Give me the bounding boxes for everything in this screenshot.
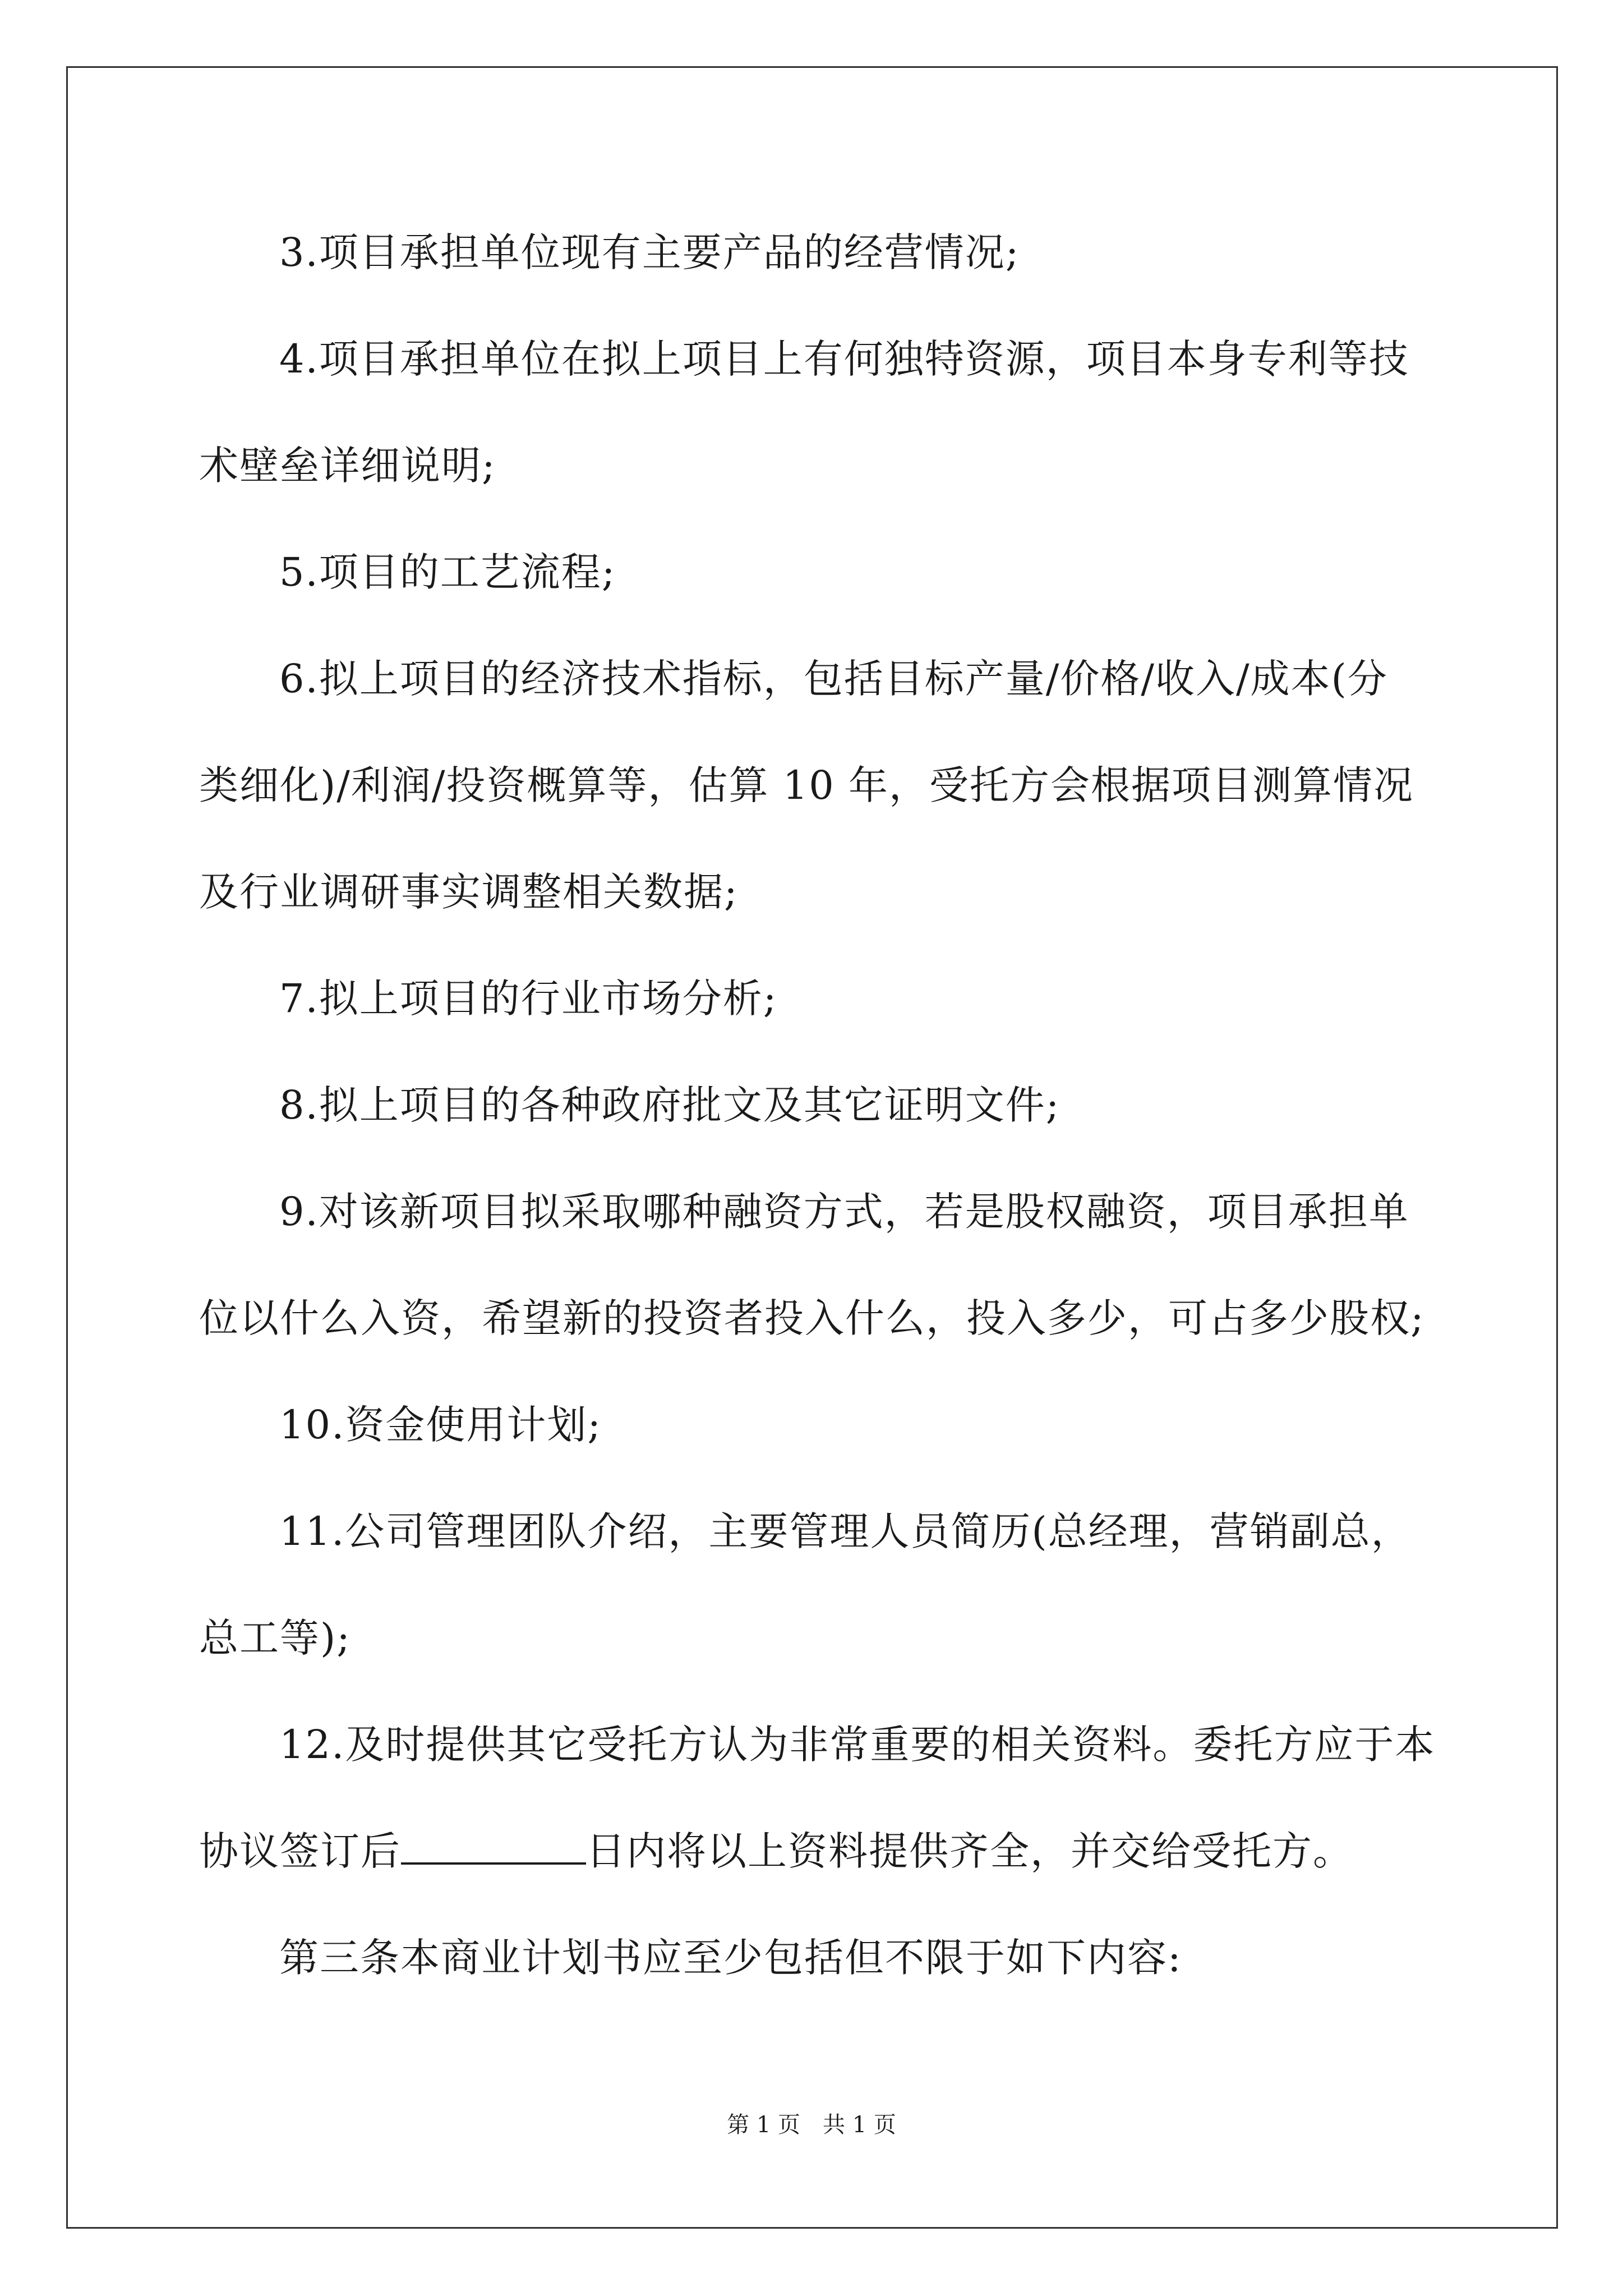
paragraph-item-6-line-3: 及行业调研事实调整相关数据; (199, 869, 739, 915)
paragraph-item-8: 8.拟上项目的各种政府批文及其它证明文件; (279, 1082, 1061, 1128)
paragraph-item-12-line-1: 12.及时提供其它受托方认为非常重要的相关资料。委托方应于本 (279, 1722, 1436, 1768)
page-footer (0, 2111, 1623, 2139)
paragraph-item-6-line-1: 6.拟上项目的经济技术指标，包括目标产量/价格/收入/成本(分 (279, 656, 1388, 702)
paragraph-item-11-line-2: 总工等); (199, 1615, 351, 1661)
paragraph-item-3: 3.项目承担单位现有主要产品的经营情况; (279, 229, 1020, 275)
page-border (66, 66, 1558, 2229)
paragraph-item-11-line-1: 11.公司管理团队介绍，主要管理人员简历(总经理，营销副总， (279, 1508, 1412, 1554)
paragraph-item-12-line-2 (199, 1826, 1427, 1876)
paragraph-item-10: 10.资金使用计划; (279, 1402, 602, 1448)
paragraph-item-4-line-2: 术壁垒详细说明; (199, 443, 496, 489)
page-number: 第 1 页 (727, 2112, 800, 2138)
paragraph-item-9-line-1: 9.对该新项目拟采取哪种融资方式，若是股权融资，项目承担单 (279, 1189, 1409, 1235)
total-pages: 共 1 页 (823, 2112, 896, 2138)
paragraph-item-9-line-2: 位以什么入资，希望新的投资者投入什么，投入多少，可占多少股权; (199, 1295, 1425, 1341)
paragraph-item-5: 5.项目的工艺流程; (279, 549, 616, 595)
paragraph-item-7: 7.拟上项目的行业市场分析; (279, 976, 778, 1022)
fill-in-blank (401, 1828, 586, 1865)
text-before-blank: 协议签订后 (199, 1828, 401, 1874)
article-three-heading: 第三条本商业计划书应至少包括但不限于如下内容: (279, 1935, 1182, 1981)
paragraph-item-6-line-2: 类细化)/利润/投资概算等，估算 10 年，受托方会根据项目测算情况 (199, 762, 1414, 808)
paragraph-item-4-line-1: 4.项目承担单位在拟上项目上有何独特资源，项目本身专利等技 (279, 336, 1409, 382)
text-after-blank: 日内将以上资料提供齐全，并交给受托方。 (586, 1828, 1353, 1874)
